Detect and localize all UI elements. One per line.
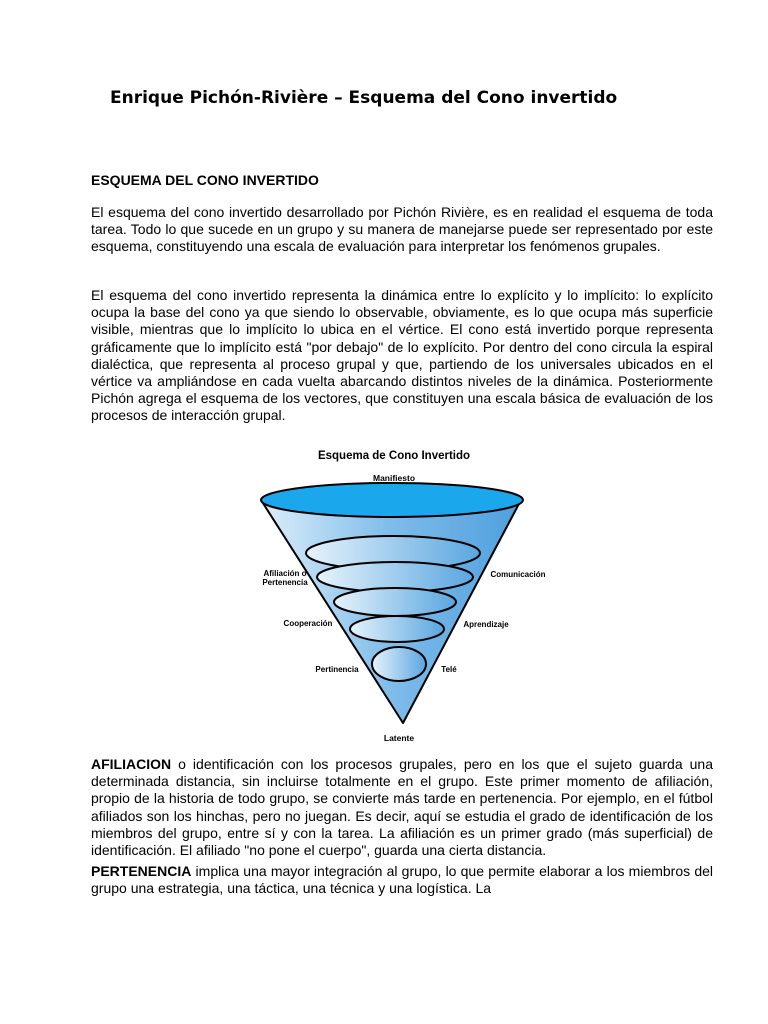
paragraph-afiliacion <box>91 756 713 859</box>
paragraph-intro: El esquema del cono invertido desarrollado por Pichón Rivière, es en realidad el esquema de toda tarea. Todo lo que sucede en un grupo y su manera de manejarse puede ser representado por este esquema, constituyendo una escala de evaluación para interpretar los fenómenos grupales. <box>91 204 713 255</box>
paragraph-dynamics: El esquema del cono invertido representa la dinámica entre lo explícito y lo implícito: lo explícito ocupa la base del cono ya que siendo lo observable, obviamente, es lo que ocupa más superficie visible, mientras que lo implícito lo ubica en el vértice. El cono está invertido porque representa gráficamente que lo implícito está "por debajo" de lo explícito. Por dentro del cono circula la espiral dialéctica, que representa al proceso grupal y que, partiendo de los universales ubicados en el vértice va ampliándose en cada vuelta abarcando distintos niveles de la dinámica. Posteriormente Pichón agrega el esquema de los vectores, que constituyen una escala básica de evaluación de los procesos de interacción grupal. <box>91 287 713 424</box>
label-comunicacion: Comunicación <box>490 570 546 579</box>
document-title: Enrique Pichón-Rivière – Esquema del Cono invertido <box>110 88 618 108</box>
label-pertinencia: Pertinencia <box>315 665 359 674</box>
label-pertenencia: Pertenencia <box>262 578 308 587</box>
cone-diagram-svg <box>248 442 546 746</box>
section-heading: ESQUEMA DEL CONO INVERTIDO <box>91 172 319 188</box>
label-aprendizaje: Aprendizaje <box>463 620 509 629</box>
label-manifiesto: Manifiesto <box>372 473 416 483</box>
cone-ring-5 <box>372 647 426 681</box>
afiliacion-text: o identificación con los procesos grupales, pero en los que el sujeto guarda una determinada distancia, sin incluirse totalmente en el grupo. Este primer momento de afiliación, propio de la historia de todo grupo, se convierte más tarde en pertenencia. Por ejemplo, en el fútbol afiliados son los hinchas, pero no juegan. Es decir, aquí se estudia el grado de identificación de los miembros del grupo, entre sí y con la tarea. La afiliación es un primer grado (más superficial) de identificación. El afiliado "no pone el cuerpo", guarda una cierta distancia. <box>91 756 713 859</box>
label-afiliacion: Afiliación o <box>263 569 307 578</box>
label-cooperacion: Cooperación <box>283 619 333 628</box>
cone-ring-4 <box>350 616 444 642</box>
cone-top <box>261 483 523 517</box>
label-tele: Telé <box>441 665 457 674</box>
term-afiliacion: AFILIACION <box>91 756 172 772</box>
label-latente: Latente <box>383 733 415 743</box>
cone-diagram <box>248 442 546 746</box>
paragraph-pertenencia <box>91 863 713 897</box>
diagram-title: Esquema de Cono Invertido <box>317 450 471 462</box>
cone-ring-3 <box>334 588 456 616</box>
pertenencia-text: implica una mayor integración al grupo, lo que permite elaborar a los miembros del grupo una estrategia, una táctica, una técnica y una logística. La <box>91 863 713 897</box>
term-pertenencia: PERTENENCIA <box>91 863 192 879</box>
